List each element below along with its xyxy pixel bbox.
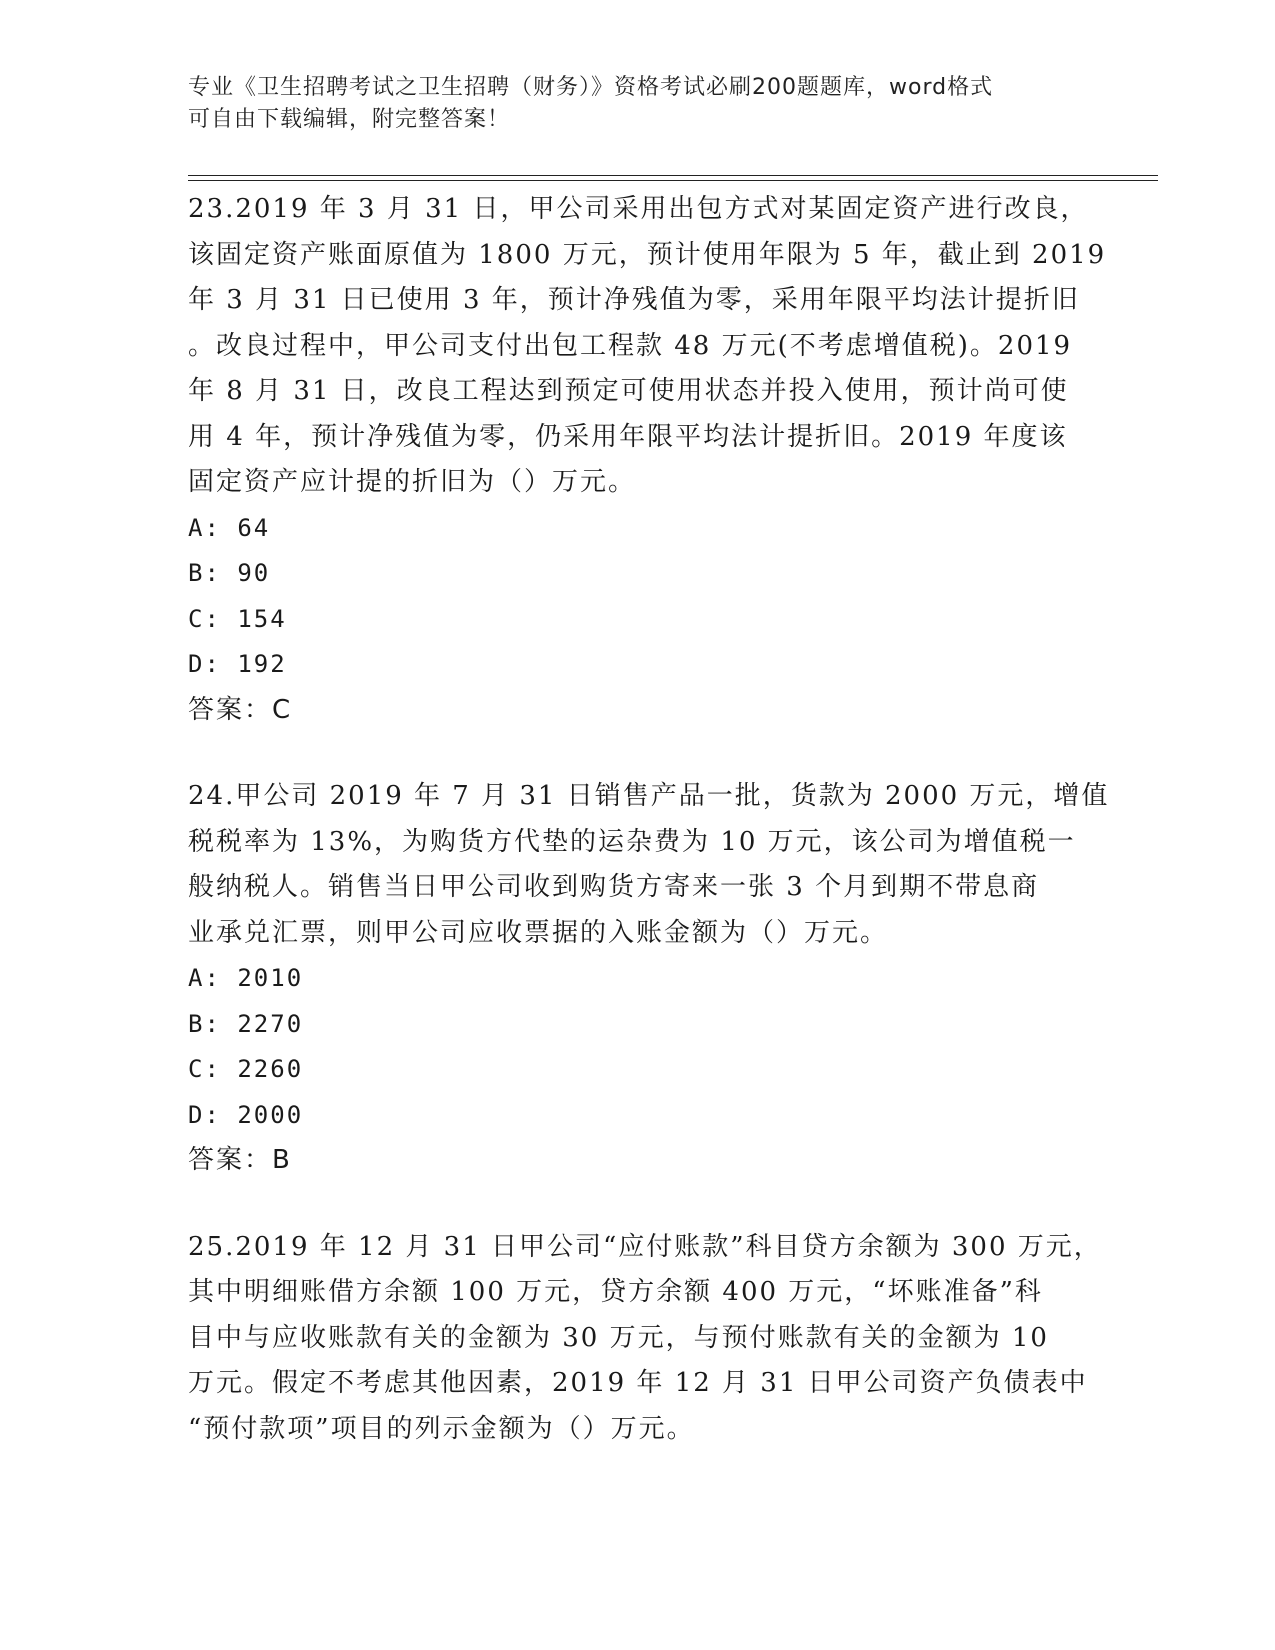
option-b: B: 2270 <box>188 1009 304 1038</box>
option-d: D: 192 <box>188 650 287 678</box>
option-a: A: 64 <box>188 513 271 542</box>
header-line: 专业《卫生招聘考试之卫生招聘（财务）》资格考试必刷200题题库，word格式 <box>188 75 994 100</box>
option-a: A: 2010 <box>188 964 304 992</box>
question-23 <box>188 187 1107 733</box>
stem-line: 23.2019 年 3 月 31 日，甲公司采用出包方式对某固定资产进行改良， <box>188 194 1089 224</box>
stem-line: 25.2019 年 12 月 31 日甲公司“应付账款”科目贷方余额为 300 万元， <box>188 1231 1102 1262</box>
question-stem <box>188 1225 1102 1453</box>
answer-line: 答案：C <box>188 694 293 725</box>
option-d: D: 2000 <box>188 1100 304 1129</box>
question-24 <box>188 774 1110 1184</box>
stem-line: 24.甲公司 2019 年 7 月 31 日销售产品一批，货款为 2000 万元，增值 <box>188 781 1110 811</box>
stem-line: 税税率为 13%，为购货方代垫的运杂费为 10 万元，该公司为增值税一 <box>188 826 1076 857</box>
option-b: B: 90 <box>188 559 271 587</box>
question-stem <box>188 187 1107 506</box>
option-c: C: 2260 <box>188 1055 304 1083</box>
stem-line: “预付款项”项目的列示金额为（）万元。 <box>188 1413 695 1444</box>
option-c: C: 154 <box>188 604 287 633</box>
question-25 <box>188 1225 1102 1453</box>
stem-line: 固定资产应计提的折旧为（）万元。 <box>188 467 637 497</box>
question-list <box>188 187 1110 1493</box>
stem-line: 年 3 月 31 日已使用 3 年，预计净残值为零，采用年限平均法计提折旧 <box>188 285 1080 315</box>
stem-line: 万元。假定不考虑其他因素，2019 年 12 月 31 日甲公司资产负债表中 <box>188 1368 1088 1398</box>
stem-line: 用 4 年，预计净残值为零，仍采用年限平均法计提折旧。2019 年度该 <box>188 421 1068 452</box>
question-stem <box>188 774 1110 956</box>
document-header <box>188 72 1068 136</box>
header-divider <box>188 180 1158 181</box>
stem-line: 。改良过程中，甲公司支付出包工程款 48 万元(不考虑增值税)。2019 <box>188 330 1073 361</box>
header-divider <box>188 175 1158 176</box>
stem-line: 业承兑汇票，则甲公司应收票据的入账金额为（）万元。 <box>188 917 889 948</box>
stem-line: 其中明细账借方余额 100 万元，贷方余额 400 万元，“坏账准备”科 <box>188 1277 1043 1307</box>
stem-line: 般纳税人。销售当日甲公司收到购货方寄来一张 3 个月到期不带息商 <box>188 872 1040 902</box>
stem-line: 目中与应收账款有关的金额为 30 万元，与预付账款有关的金额为 10 <box>188 1322 1049 1353</box>
stem-line: 该固定资产账面原值为 1800 万元，预计使用年限为 5 年，截止到 2019 <box>188 239 1107 270</box>
header-line: 可自由下载编辑，附完整答案！ <box>188 107 511 132</box>
stem-line: 年 8 月 31 日，改良工程达到预定可使用状态并投入使用，预计尚可使 <box>188 376 1069 406</box>
answer-line: 答案：B <box>188 1145 292 1175</box>
